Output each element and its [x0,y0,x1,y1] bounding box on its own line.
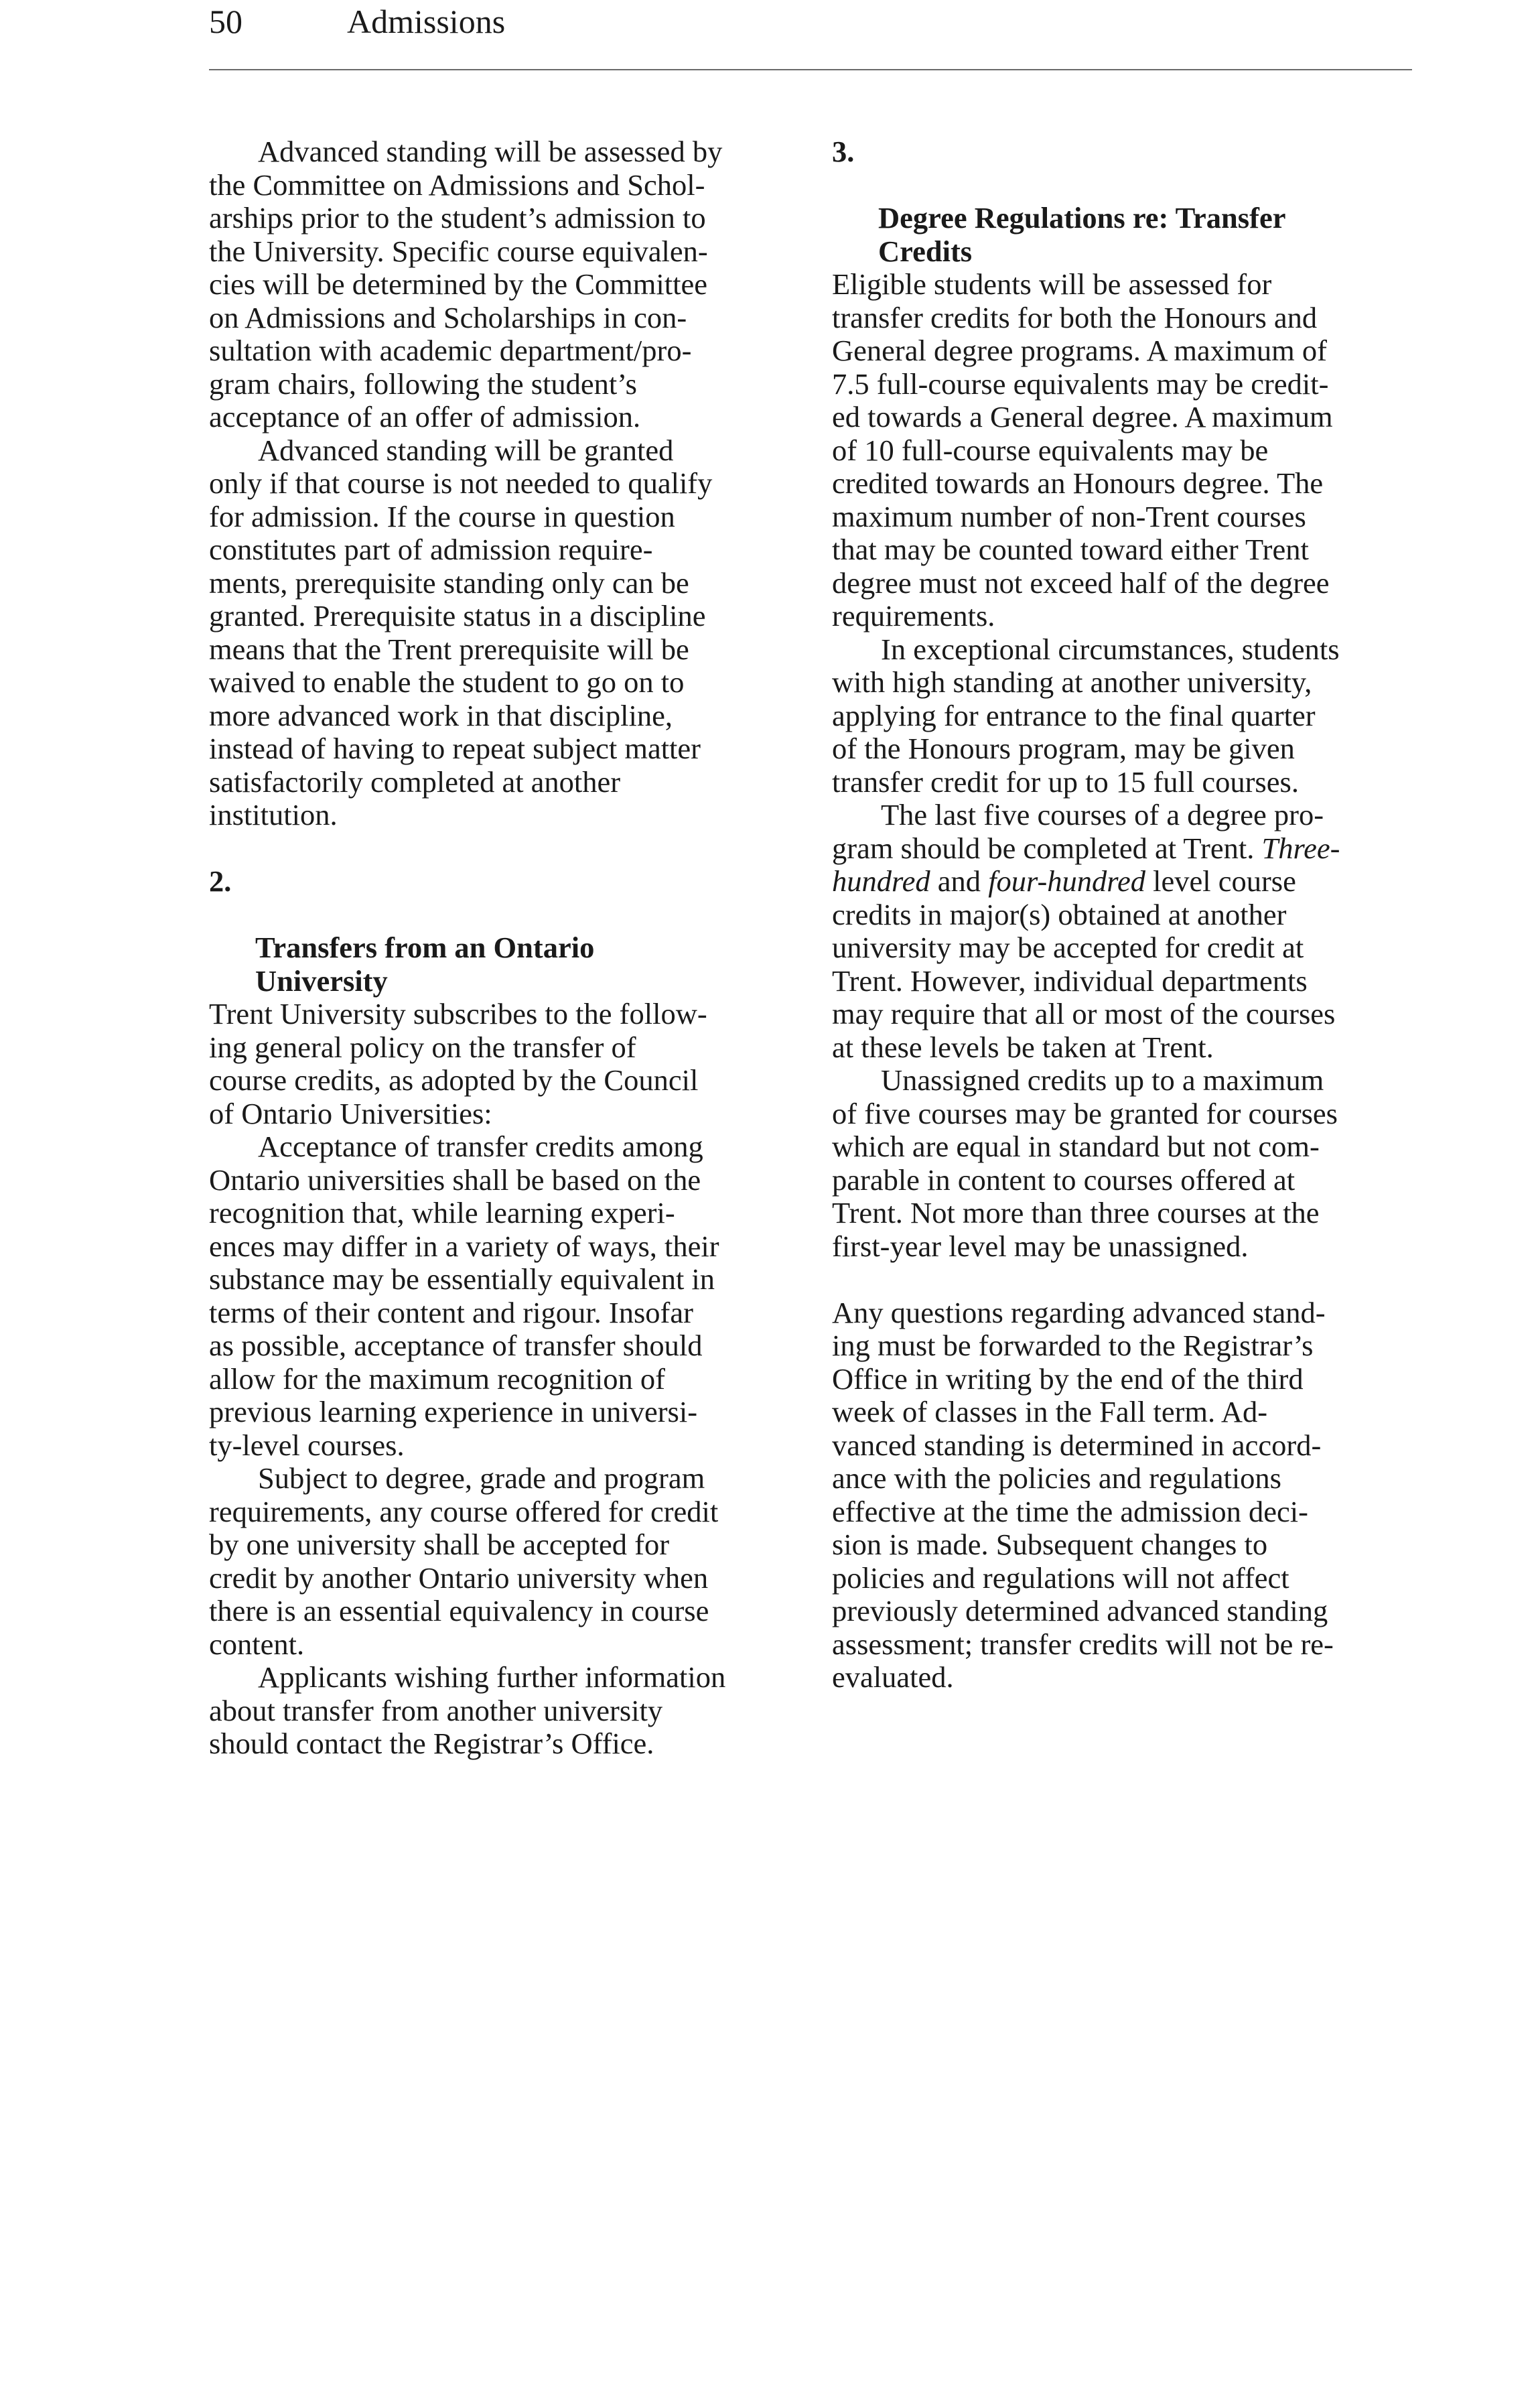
section-title: Transfers from an Ontario University [255,931,595,998]
paragraph-advanced-standing-assessment: Advanced standing will be assessed by the Committee on Admissions and Schol- arships prior to the student’s admission to the University. Specific course equivalen- cies will be determined by the Committee on Admissions and Scholarships in con- sultation with academic department/pro- gram chairs, following the student’s acceptance of an offer of admission. [209,135,723,433]
spacer [832,1263,1421,1296]
section-number: 3. [832,135,855,168]
text-run: and [930,864,989,898]
paragraph-exceptional-circumstances: In exceptional circumstances, students with high standing at another university, applying for entrance to the final quarter of the Honours program, may be given transfer credit for up to 15 full courses. [832,632,1340,799]
page-header [0,0,1540,67]
left-column [209,135,798,1761]
header-rule [209,69,1412,70]
paragraph-transfer-policy-intro: Trent University subscribes to the follow- ing general policy on the transfer of course credits, as adopted by the Council of Ontario Universities: [209,997,707,1130]
paragraph-advanced-standing-granted: Advanced standing will be granted only if that course is not needed to qualify for admission. If the course in question constitutes part of admission require- ments, prerequisite standing only can be granted. Prerequisite status in a discipline means that the Trent prerequisite will be waived to enable the student to go on to more advanced work in that discipline, instead of having to repeat subject matter satisfactorily completed at another institution. [209,433,713,831]
right-column [832,135,1421,1694]
italic-text: Three- hundred [832,831,1340,898]
paragraph-eligible-students: Eligible students will be assessed for transfer credits for both the Honours and General degree programs. A maximum of 7.5 full-course equivalents may be credit- ed towards a General degree. A maximum of 10 full-course equivalents may be credited towards an Honours degree. The maximum number of non-Trent courses that may be counted toward either Trent degree must not exceed half of the degree requirements. [832,267,1333,632]
running-title: Admissions [347,3,506,40]
paragraph-unassigned-credits: Unassigned credits up to a maximum of five courses may be granted for courses which are equal in standard but not com- parable in content to courses offered at Trent. Not more than three courses at the first-year level may be unassigned. [832,1063,1338,1263]
page-number: 50 [209,3,242,40]
text-run: The last five courses of a degree pro- gram should be completed at Trent. [832,798,1324,865]
italic-text: four-hundred [988,864,1145,898]
spacer [209,832,798,866]
section-title: Degree Regulations re: Transfer Credits [878,201,1286,268]
section-heading-degree-regulations [832,135,1421,268]
paragraph-acceptance-transfer-credits: Acceptance of transfer credits among Ontario universities shall be based on the recognition that, while learning experi- ences may differ in a variety of ways, their substance may be essentially equivalent in terms of their content and rigour. Insofar as possible, acceptance of transfer should allow for the maximum recognition of previous learning experience in universi- ty-level courses. [209,1130,719,1462]
text-run: level course credits in major(s) obtained at another university may be accepted for credit at Trent. However, individual departments may require that all or most of the courses at these levels be taken at Trent. [832,864,1336,1064]
paragraph-questions-advanced-standing: Any questions regarding advanced stand- ing must be forwarded to the Registrar’s Office in writing by the end of the third week of classes in the Fall term. Ad- vanced standing is determined in accord- ance with the policies and regulations effective at the time the admission deci- sion is made. Subsequent changes to policies and regulations will not affect previously determined advanced standing assessment; transfer credits will not be re- evaluated. [832,1295,1334,1694]
paragraph-applicants-further-info: Applicants wishing further information about transfer from another university should contact the Registrar’s Office. [209,1660,726,1760]
paragraph-last-five-courses [832,799,1421,1064]
section-number: 2. [209,864,232,898]
paragraph-subject-to-degree: Subject to degree, grade and program requirements, any course offered for credit by one university shall be accepted for credit by another Ontario university when there is an essential equivalency in course content. [209,1461,719,1661]
section-heading-transfers-ontario [209,865,798,998]
